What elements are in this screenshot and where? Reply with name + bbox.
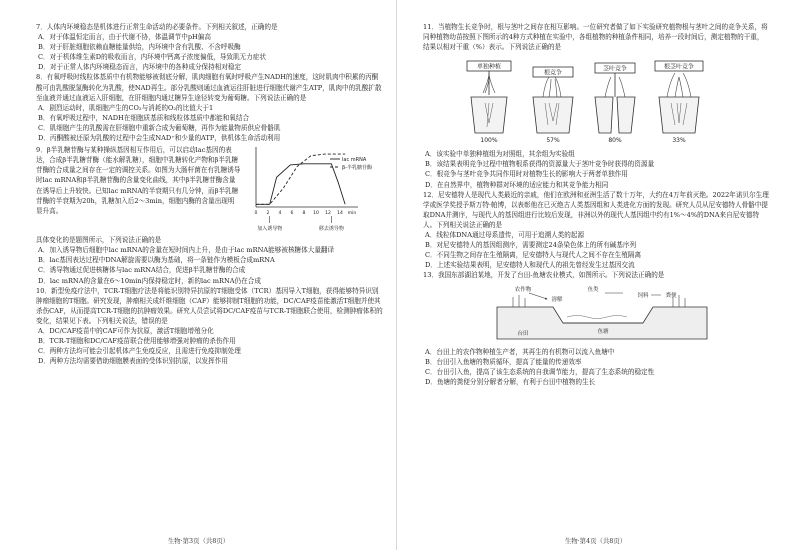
option-a: A．台田上的农作物种植生产者，其再生的有机物可以流入鱼塘中 <box>425 347 615 356</box>
question-stem: 13．我国东部湖泊某地，开发了台田-鱼塘农业模式，如图所示。下列说法正确的是 <box>423 271 665 280</box>
option-a: A．线粒体DNA通过母系遗传，可用于追溯人类的起源 <box>425 231 585 240</box>
pot-figure <box>423 53 770 148</box>
pot-value: 57% <box>546 137 560 145</box>
option-c: C．台田引入鱼，提高了该生态系统的自我调节能力，提高了生态系统的稳定性 <box>425 367 655 376</box>
pot-3 <box>595 63 635 144</box>
option-b: B．对尼安德特人的基因组测序，需要测定24条染色体上的所有碱基序列 <box>425 241 637 250</box>
question-12 <box>423 190 770 271</box>
pot-label: 根茎叶竞争 <box>663 63 695 71</box>
question-stem: 9．β半乳糖苷酶与某种操纵基因相互作用后，可以启动lac基因的表达，合成β半乳糖苷酶（能水解乳糖），细胞中乳糖转化产物和β半乳糖苷酶的合成量之间存在一定的调控关系。如图为大肠杆菌在有乳糖诱导时lac mRNA和β半乳糖苷酶的含量变化曲线，其中β半乳糖苷酶含量在诱导后上升较快。已知lac mRNA的半衰期只有几分钟，而β半乳糖苷酶的半衰期为20h，乳糖加入后2～3min，细胞内酶的含量出现明显升高。 <box>36 146 241 215</box>
pot-value: 100% <box>480 137 498 145</box>
option-a: A．加入诱导物后细胞中lac mRNA的含量在短时间内上升，是由于lac mRNA能够被核糖体大量翻译 <box>38 246 335 255</box>
induction-chart <box>242 145 392 233</box>
option-c: C．根竞争与茎叶竞争共同作用时对植物生长的影响大于两者单独作用 <box>425 170 628 179</box>
question-stem: 12．尼安德特人是现代人类最近的亲戚，他们在欧洲和亚洲生活了数十万年，大约在4万年前灭绝。2022年诺贝尔生理学或医学奖授予斯万特·帕博，以表彰他在已灭绝古人类基因组和人类进化方面的发现。研究人员从尼安德特人骨骼中提取DNA并测序，与现代人的基因组进行比较后发现，非洲以外的现代人基因组中约有1%～4%的DNA来自尼安德特人。下列相关说法正确的是 <box>423 190 769 229</box>
platform-fishpond-diagram <box>493 283 713 343</box>
option-c: C．诱导物通过促进核糖体与lac mRNA结合，促进β半乳糖苷酶的合成 <box>38 266 246 275</box>
option-c: C．对于机体维生素D的吸收而言，内环境中钙离子浓度偏低，导致肌无力症状 <box>38 53 266 62</box>
question-stem: 11．当植物生长竞争时，根与茎叶之间存在相互影响。一位研究者做了如下实验研究植物根与茎叶之间的竞争关系，将同种植物幼苗按照下图所示的4种方式种植在实验中，各组植物的种植条件相同，培养一段时间后，测定植物的干重，结果以相对干重（%）表示。下列说法正确的是 <box>423 23 768 52</box>
pot-label: 茎叶竞争 <box>602 65 628 73</box>
label-fish: 鱼类 <box>587 286 599 293</box>
question-9-figure-row <box>36 145 383 233</box>
option-a: A．剧烈运动时，肌细胞产生的CO₂与消耗的O₂的比值大于1 <box>38 103 214 112</box>
pot-label: 根竞争 <box>543 69 563 77</box>
question-7 <box>36 22 383 72</box>
x-tick-label: 6 <box>290 211 294 217</box>
pot-value: 80% <box>608 137 622 145</box>
pot-value: 33% <box>672 137 686 145</box>
remove-inducer-label: 移去诱导物 <box>318 226 344 233</box>
label-dissolve: 溶解 <box>551 296 563 303</box>
pot-4 <box>655 61 703 144</box>
question-9 <box>36 145 383 285</box>
x-tick-label: 10 <box>313 211 319 217</box>
option-d: D．lac mRNA的含量在6～10min内保持稳定时，新的lac mRNA仍在合成 <box>38 276 261 285</box>
question-8 <box>36 72 383 143</box>
option-b: B．lac基因表达过程中DNA解旋需要以酶为基础，将一条链作为模板合成mRNA <box>38 256 275 265</box>
question-11 <box>423 22 770 190</box>
page-footer: 生物·第3页（共8页） <box>167 536 230 545</box>
option-b: B．台田引入鱼塘的物质循环，提高了能量的传递效率 <box>425 357 582 366</box>
label-crops: 农作物 <box>514 286 532 293</box>
option-c: C．肌细胞产生的乳酸需在肝细胞中重新合成为葡萄糖，再作为能量物质供应骨骼肌 <box>38 123 281 132</box>
legend-label-1: lac mRNA <box>342 157 367 164</box>
label-platform: 台田 <box>517 330 529 337</box>
option-d: D．两种方法均需要借助细胞膜表面的受体识别抗原，以发挥作用 <box>38 357 228 366</box>
add-inducer-label: 加入诱导物 <box>257 226 283 233</box>
label-feed: 饲料 <box>637 292 649 299</box>
x-tick-label: 4 <box>278 211 282 217</box>
x-tick-label: 0 <box>254 211 258 217</box>
x-tick-label: 14 <box>337 211 343 217</box>
label-manure: 粪便 <box>665 292 677 299</box>
x-tick-label: 8 <box>302 211 306 217</box>
option-d: D．对于正常人体内环境稳态而言，内环境中的各种成分保持相对稳定 <box>38 63 242 72</box>
option-b: B．该结果表明竞争过程中植物根系获得的资源量大于茎叶竞争时获得的资源量 <box>425 160 655 169</box>
series-line-2 <box>256 154 345 204</box>
series-line-1 <box>256 164 345 205</box>
pot-diagram <box>463 53 763 148</box>
option-d: D．鱼塘的粪便分别分解者分解，有利于台田中植物的生长 <box>425 377 596 386</box>
x-tick-label: 2 <box>266 211 270 217</box>
option-a: A．对于体温恒定而言，由于代谢不协，体温调节中pH偏高 <box>38 33 211 42</box>
pot-1 <box>467 61 511 144</box>
option-c: C．不同生物之间存在生殖隔离，尼安德特人与现代人之间不存在生殖隔离 <box>425 251 642 260</box>
page-right <box>397 0 794 550</box>
question-10 <box>36 286 383 367</box>
page-footer: 生物·第4页（共8页） <box>564 536 627 545</box>
legend-label-2: β-半乳糖苷酶 <box>342 165 372 172</box>
option-d: D．丙酮酸被还原为乳酸的过程中会生成NAD⁺和少量的ATP，供机体生命活动利用 <box>38 134 281 143</box>
option-c: C．两种方法均可能会引起机体产生免疫反应，且需进行免疫抑制处理 <box>38 347 241 356</box>
question-13 <box>423 270 770 386</box>
option-d: D．上述实验结果表明，尼安德特人和现代人的祖先曾经发生过基因交流 <box>425 261 635 270</box>
option-b: B．对于肝脏细胞依赖血糖能量供给，内环境中含有乳酸、不含呼吸酶 <box>38 43 241 52</box>
option-a: A．DC/CAF疫苗中的CAF可作为抗原，激活T细胞增殖分化 <box>38 326 214 335</box>
eco-figure <box>423 283 770 343</box>
question-tail: 具体变化的是题图所示，下列说法正确的是 <box>36 236 162 245</box>
x-tick-label: 12 <box>325 211 331 217</box>
option-a: A．该实验中单独种植组为对照组，其余组为实验组 <box>425 150 575 159</box>
option-b: B．有氧呼吸过程中，NADH在细胞质基质和线粒体基质中都能和氧结合 <box>38 113 250 122</box>
x-tick-label: min <box>347 211 357 217</box>
pot-2 <box>533 67 573 144</box>
label-pond: 鱼塘 <box>597 328 609 335</box>
option-d: D．在自然界中，植物种群对环境的适应能力和其竞争能力相同 <box>425 180 609 189</box>
question-stem: 10．新型免疫疗法中，TCR-T细胞疗法是将能识别特异抗原的T细胞受体（TCR）基因导入T细胞，获得能够特异识别肿瘤细胞的T细胞。研究发现，肿瘤相关成纤维细胞（CAF）能够抑制T细胞的功能，DC/CAF疫苗能激活T细胞并使其杀伤CAF，从而提高TCR-T细胞的抗肿瘤效果。研究人员尝试将DC/CAF疫苗与TCR-T细胞联合使用，检测肿瘤体积的变化，结果见下表。下列相关说法，错误的是 <box>36 286 383 325</box>
question-stem: 7．人体内环境稳态是机体进行正常生命活动的必要条件。下列相关叙述，正确的是 <box>36 23 278 31</box>
question-stem: 8．有氧呼吸时线粒体基质中有机物能够被彻底分解，肌肉细胞有氧时呼吸产生NADH的速度，这时肌肉中积累的丙酮酸可由乳酸脱氢酶转化为乳酸，使NAD再生。部分乳酸则通过血液运往肝脏进行细胞代谢产生ATP，肌肉中的乳酸扩散至血液并通过血液运入肝细胞，在肝细胞内通过糖异生途径转变为葡萄糖。下列说法正确的是 <box>36 73 382 102</box>
option-b: B．TCR-T细胞和DC/CAF疫苗联合使用能够增强对肿瘤的杀伤作用 <box>38 337 236 346</box>
pot-label: 单独种植 <box>476 63 502 71</box>
